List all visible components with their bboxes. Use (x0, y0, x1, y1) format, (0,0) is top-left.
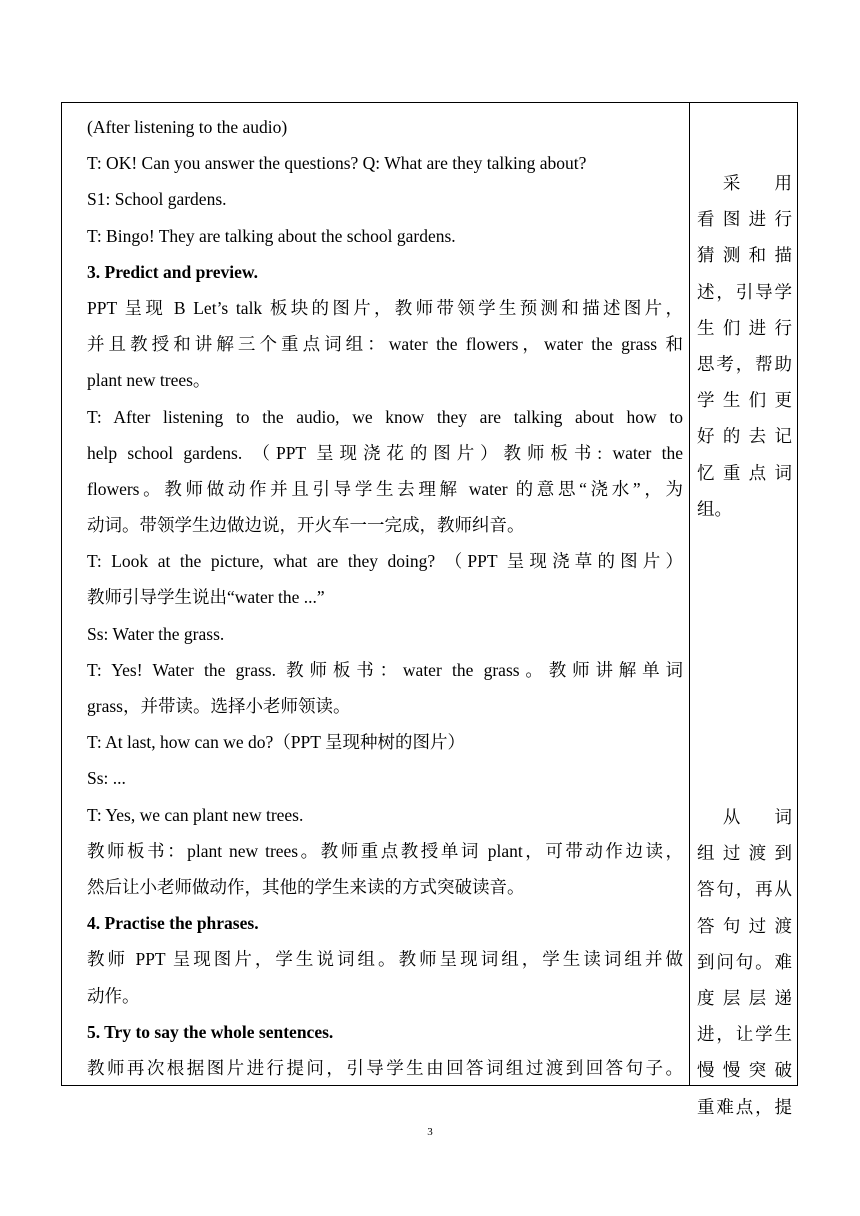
note-text-line: 答句，再从 (697, 879, 792, 900)
lesson-text-line: 动作。 (87, 985, 140, 1006)
lesson-text-line: 动词。带领学生边做边说，开火车一一完成，教师纠音。 (87, 515, 525, 536)
lesson-text-line: 教师 PPT 呈现图片，学生说词组。教师呈现词组，学生读词组并做 (87, 949, 683, 970)
lesson-text-line: 教师板书：plant new trees。教师重点教授单词 plant，可带动作边读， (87, 840, 683, 861)
lesson-text-line: plant new trees。 (87, 370, 211, 391)
note-text-line: 答句过渡 (697, 915, 792, 936)
note-text-line: 生们进行 (697, 317, 792, 338)
note-text-line: 到问句。难 (697, 951, 792, 972)
lesson-text-line: Ss: ... (87, 768, 126, 789)
lesson-text-line: T: Bingo! They are talking about the school gardens. (87, 225, 456, 246)
lesson-text-line: 然后让小老师做动作，其他的学生来读的方式突破读音。 (87, 876, 525, 897)
column-divider (689, 102, 690, 1086)
section-heading: 3. Predict and preview. (87, 261, 258, 282)
lesson-text-line: 并且教授和讲解三个重点词组：water the flowers，water the grass 和 (87, 334, 683, 355)
note-text-line: 慢慢突破 (697, 1060, 792, 1081)
lesson-procedure-column (87, 109, 683, 1086)
lesson-text-line: T: Look at the picture, what are they doing? （PPT 呈现浇草的图片） (87, 551, 683, 572)
note-text-line: 组。 (697, 498, 732, 519)
lesson-text-line: T: Yes! Water the grass. 教师板书：water the grass。教师讲解单词 (87, 659, 683, 680)
lesson-text-line: grass，并带读。选择小老师领读。 (87, 696, 351, 716)
lesson-text-line: 教师再次根据图片进行提问，引导学生由回答词组过渡到回答句子。 (87, 1057, 683, 1078)
lesson-text-line: flowers。教师做动作并且引导学生去理解 water 的意思“浇水”，为 (87, 478, 683, 499)
lesson-text-line: (After listening to the audio) (87, 117, 288, 137)
lesson-text-line: T: At last, how can we do?（PPT 呈现种树的图片） (87, 732, 465, 753)
section-heading: 4. Practise the phrases. (87, 913, 259, 934)
lesson-text-line: T: Yes, we can plant new trees. (87, 804, 304, 825)
note-text-line: 度层层递 (697, 987, 792, 1008)
note-text-line: 思考，帮助 (697, 353, 792, 374)
note-text-line: 组过渡到 (697, 843, 792, 864)
note-text-line: 看图进行 (697, 209, 792, 230)
lesson-text-line: Ss: Water the grass. (87, 623, 225, 644)
design-intent-note-1 (697, 165, 792, 527)
note-text-line: 猜测和描 (697, 245, 792, 266)
lesson-text-line: 教师引导学生说出“water the ...” (87, 587, 325, 608)
design-intent-note-2 (697, 799, 792, 1125)
lesson-text-line: T: After listening to the audio, we know they are talking about how to (87, 406, 683, 427)
note-text-line: 重难点，提 (697, 1096, 792, 1117)
section-heading: 5. Try to say the whole sentences. (87, 1021, 334, 1042)
lesson-text-line: help school gardens. （PPT 呈现浇花的图片）教师板书: water the (87, 442, 683, 463)
page-number: 3 (427, 1126, 433, 1138)
note-text-line: 采 用 (697, 173, 792, 193)
note-text-line: 学生们更 (697, 390, 792, 411)
note-text-line: 述，引导学 (697, 281, 792, 302)
lesson-text-line: T: OK! Can you answer the questions? Q: What are they talking about? (87, 153, 587, 174)
note-text-line: 忆重点词 (697, 462, 792, 483)
lesson-text-line: PPT 呈现 B Let’s talk 板块的图片，教师带领学生预测和描述图片， (87, 297, 683, 318)
lesson-text-line: S1: School gardens. (87, 189, 227, 210)
note-text-line: 好的去记 (697, 426, 792, 447)
note-text-line: 从 词 (697, 807, 792, 827)
note-text-line: 进，让学生 (697, 1024, 792, 1045)
